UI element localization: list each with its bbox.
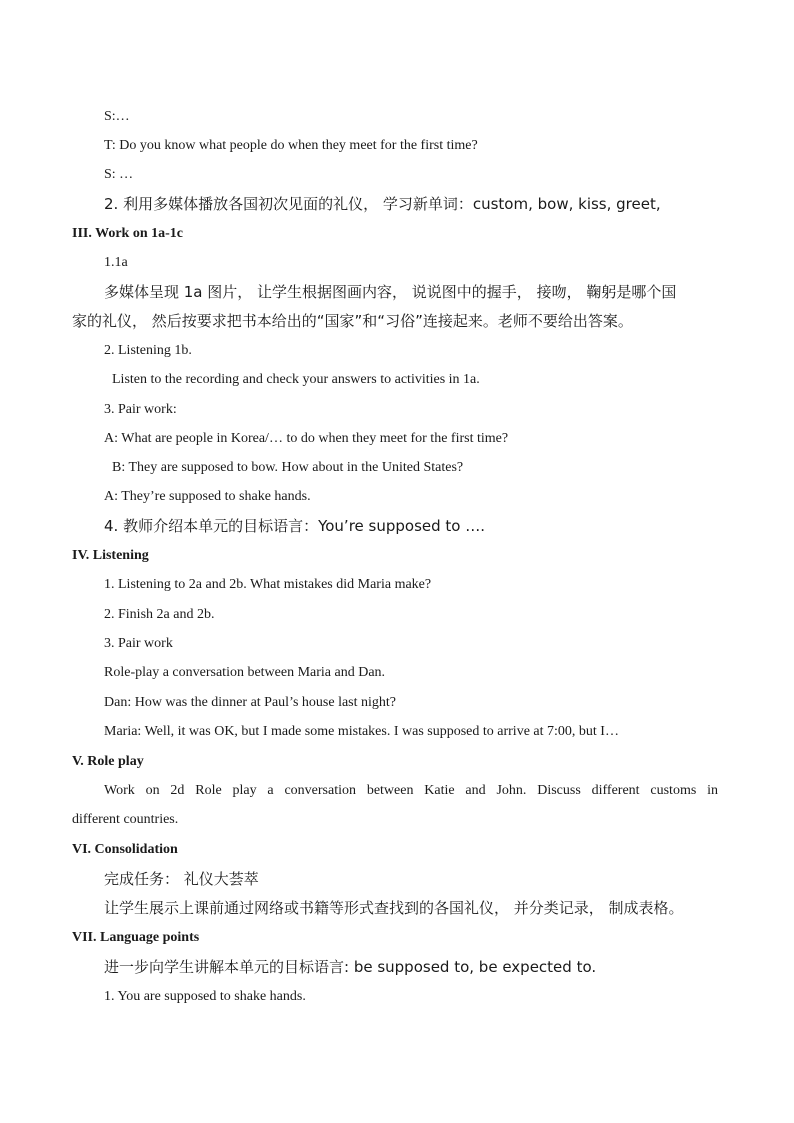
- language-point-1: 1. You are supposed to shake hands.: [104, 989, 306, 1004]
- section-heading-listening: IV. Listening: [72, 548, 149, 563]
- section-heading-work-on-1a-1c: III. Work on 1a-1c: [72, 226, 183, 241]
- section-heading-consolidation: VI. Consolidation: [72, 842, 178, 857]
- pair-dialogue-b: B: They are supposed to bow. How about in the United States?: [112, 460, 464, 475]
- section-heading-role-play: V. Role play: [72, 754, 144, 769]
- dialogue-maria: Maria: Well, it was OK, but I made some mistakes. I was supposed to arrive at 7:00, but I…: [104, 724, 619, 739]
- instruction-listen: Listen to the recording and check your answers to activities in 1a.: [112, 372, 480, 387]
- pair-dialogue-a-1: A: What are people in Korea/… to do when they meet for the first time?: [104, 431, 509, 446]
- dialogue-line-student-1: S:…: [104, 109, 130, 124]
- dialogue-dan: Dan: How was the dinner at Paul’s house last night?: [104, 695, 397, 710]
- role-play-instruction: Role-play a conversation between Maria and Dan.: [104, 665, 386, 680]
- role-play-paragraph-line-2: different countries.: [72, 812, 179, 827]
- language-points-intro: 进一步向学生讲解本单元的目标语言: be supposed to, be expected to.: [104, 958, 597, 976]
- consolidation-task: 完成任务： 礼仪大荟萃: [104, 870, 259, 888]
- listening-step-3: 3. Pair work: [104, 636, 173, 651]
- step-target-language: 4. 教师介绍本单元的目标语言：You’re supposed to ….: [104, 517, 486, 535]
- section-heading-language-points: VII. Language points: [72, 930, 200, 945]
- dialogue-line-teacher: T: Do you know what people do when they meet for the first time?: [104, 138, 478, 153]
- pair-dialogue-a-2: A: They’re supposed to shake hands.: [104, 489, 311, 504]
- paragraph-1a-line-1: 多媒体呈现 1a 图片， 让学生根据图画内容， 说说图中的握手， 接吻， 鞠躬是哪个国: [104, 283, 677, 301]
- step-pair-work: 3. Pair work:: [104, 402, 177, 417]
- step-multimedia-vocabulary: 2. 利用多媒体播放各国初次见面的礼仪， 学习新单词：custom, bow, kiss, greet,: [104, 195, 661, 213]
- listening-step-2: 2. Finish 2a and 2b.: [104, 607, 215, 622]
- consolidation-instruction: 让学生展示上课前通过网络或书籍等形式查找到的各国礼仪， 并分类记录， 制成表格。: [104, 899, 684, 917]
- paragraph-1a-line-2: 家的礼仪， 然后按要求把书本给出的“国家”和“习俗”连接起来。老师不要给出答案。: [72, 312, 633, 330]
- listening-step-1: 1. Listening to 2a and 2b. What mistakes did Maria make?: [104, 577, 432, 592]
- sub-step-1a: 1.1a: [104, 255, 128, 270]
- dialogue-line-student-2: S: …: [104, 167, 134, 182]
- step-listening-1b: 2. Listening 1b.: [104, 343, 192, 358]
- role-play-paragraph-line-1: Work on 2d Role play a conversation between Katie and John. Discuss different customs in: [104, 783, 718, 798]
